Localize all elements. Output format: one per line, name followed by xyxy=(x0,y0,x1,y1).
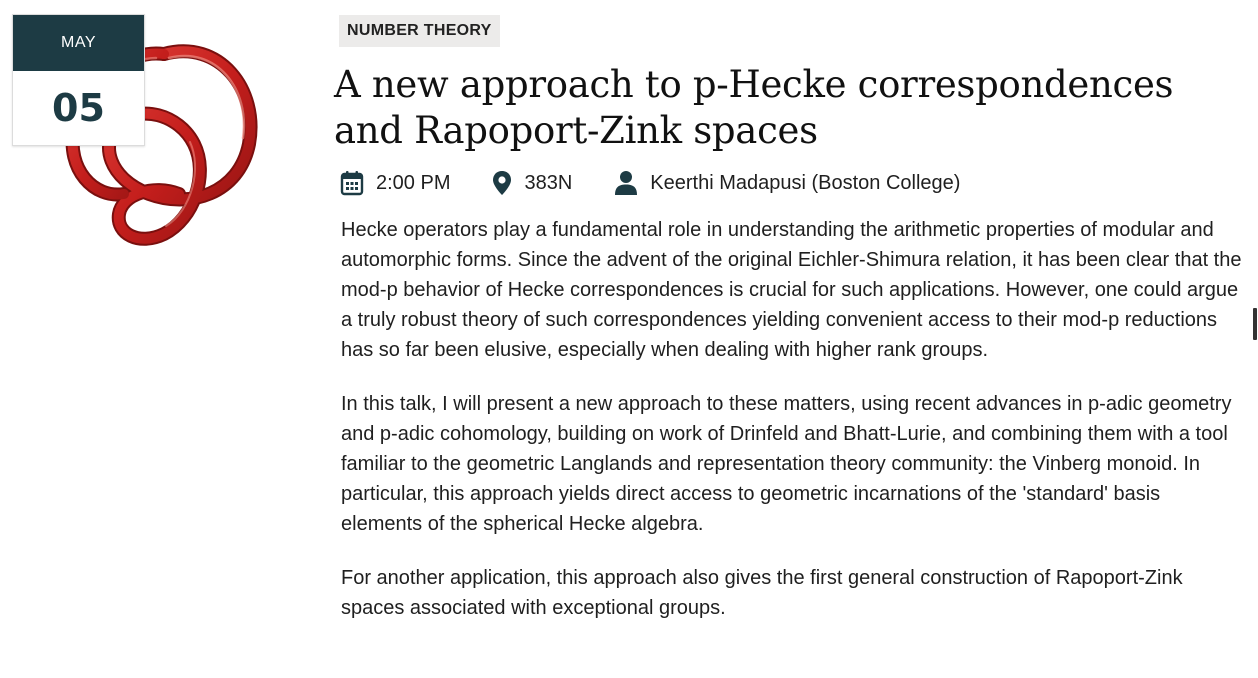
calendar-icon xyxy=(340,170,364,196)
event-meta xyxy=(340,168,1002,198)
event-time xyxy=(340,170,450,196)
event-speaker-label: Keerthi Madapusi (Boston College) xyxy=(650,171,961,194)
description-paragraph: For another application, this approach also gives the first general construction of Rapoport-Zink spaces associated with exceptional groups. xyxy=(341,567,1183,619)
event-location xyxy=(492,170,572,196)
event-day: 05 xyxy=(52,86,105,130)
location-pin-icon xyxy=(492,170,512,196)
event-date-card xyxy=(12,14,145,146)
event-title[interactable]: A new approach to p-Hecke correspondences and Rapoport-Zink spaces xyxy=(334,63,1174,152)
person-icon xyxy=(614,170,638,196)
event-speaker xyxy=(614,170,960,196)
event-location-label: 383N xyxy=(524,171,573,194)
category-tag[interactable]: NUMBER THEORY xyxy=(339,15,500,47)
scrollbar-thumb[interactable] xyxy=(1253,308,1257,340)
event-time-label: 2:00 PM xyxy=(376,171,451,194)
description-paragraph: Hecke operators play a fundamental role in understanding the arithmetic properties of modular and automorphic forms. Since the advent of the original Eichler-Shimura relation, it has been clear that the mod-p behavior of Hecke correspondences is crucial for such applications. However, one could argue a truly robust theory of such correspondences yielding convenient access to their mod-p reductions has so far been elusive, especially when dealing with higher rank groups. xyxy=(341,219,1242,361)
event-month: MAY xyxy=(13,15,144,71)
description-paragraph: In this talk, I will present a new approach to these matters, using recent advances in p-adic geometry and p-adic cohomology, building on work of Drinfeld and Bhatt-Lurie, and combining them with a tool familiar to the geometric Langlands and representation theory community: the Vinberg monoid. In particular, this approach yields direct access to geometric incarnations of the 'standard' basis elements of the spherical Hecke algebra. xyxy=(341,393,1232,535)
event-description xyxy=(341,215,1246,647)
